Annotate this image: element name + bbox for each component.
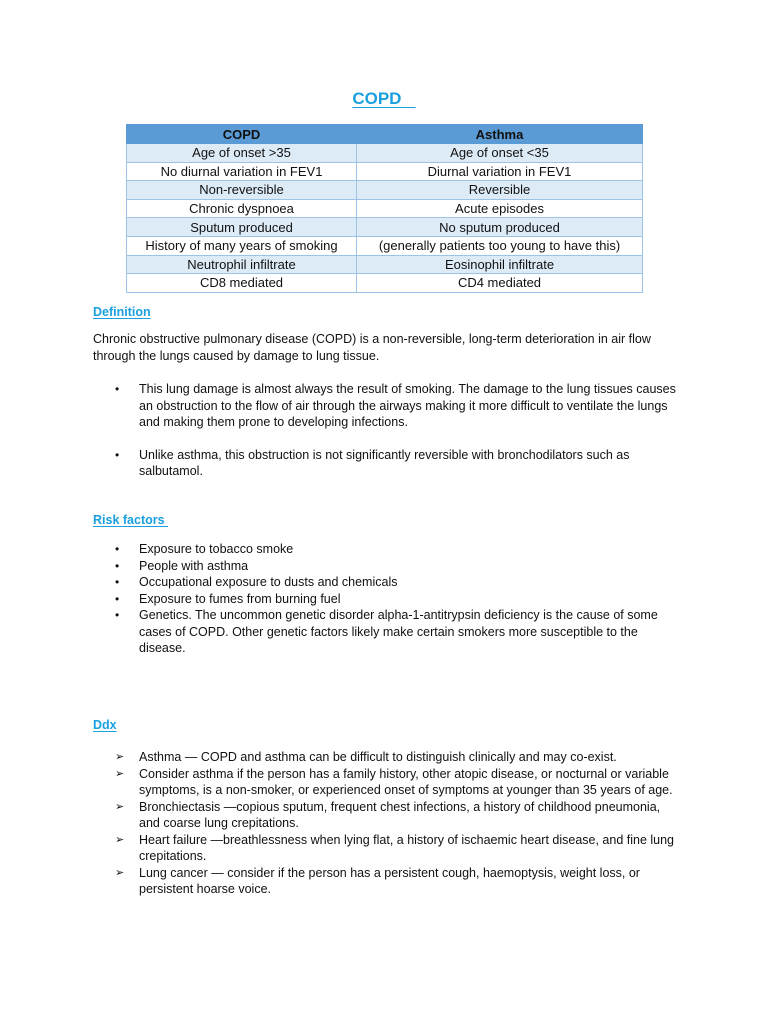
risk-factors-bullet-list bbox=[93, 541, 683, 657]
table-row bbox=[127, 199, 643, 218]
list-item-text: Exposure to tobacco smoke bbox=[139, 542, 294, 556]
table-cell-copd: History of many years of smoking bbox=[127, 236, 357, 255]
table-row bbox=[127, 218, 643, 237]
list-item bbox=[93, 799, 683, 832]
table-cell-asthma: Eosinophil infiltrate bbox=[357, 255, 643, 274]
column-header-asthma: Asthma bbox=[357, 125, 643, 144]
arrow-marker-icon: ➢ bbox=[115, 767, 125, 780]
list-item bbox=[93, 447, 683, 480]
table-row bbox=[127, 162, 643, 181]
table-cell-asthma: No sputum produced bbox=[357, 218, 643, 237]
list-item bbox=[93, 574, 683, 591]
table-row bbox=[127, 181, 643, 200]
list-item bbox=[93, 541, 683, 558]
table-cell-asthma: CD4 mediated bbox=[357, 274, 643, 293]
document-title: COPD bbox=[352, 89, 416, 108]
table-cell-copd: Chronic dyspnoea bbox=[127, 199, 357, 218]
table-row bbox=[127, 255, 643, 274]
table-row bbox=[127, 274, 643, 293]
bullet-marker: • bbox=[115, 542, 120, 556]
column-header-copd: COPD bbox=[127, 125, 357, 144]
list-item-text: People with asthma bbox=[139, 558, 249, 573]
table-header-row bbox=[127, 125, 643, 144]
arrow-marker-icon: ➢ bbox=[115, 866, 125, 879]
list-item-text: This lung damage is almost always the result of smoking. The damage to the lung tissues causes an obstruction to the flow of air through the airways making it more difficult to ventilate the lungs and making them prone to developing infections. bbox=[139, 382, 676, 429]
list-item-text: Lung cancer — consider if the person has a persistent cough, haemoptysis, weight loss, or persistent hoarse voice. bbox=[139, 865, 640, 896]
table-cell-copd: CD8 mediated bbox=[127, 274, 357, 293]
table-cell-copd: Neutrophil infiltrate bbox=[127, 255, 357, 274]
ddx-arrow-list bbox=[93, 749, 683, 898]
list-item bbox=[93, 832, 683, 865]
bullet-marker: • bbox=[115, 382, 120, 396]
list-item bbox=[93, 558, 683, 575]
table-cell-asthma: Diurnal variation in FEV1 bbox=[357, 162, 643, 181]
bullet-marker: • bbox=[115, 447, 120, 462]
bullet-marker: • bbox=[115, 591, 120, 606]
list-item-text: Exposure to fumes from burning fuel bbox=[139, 591, 341, 606]
list-item-text: Bronchiectasis —copious sputum, frequent chest infections, a history of childhood pneumonia, and coarse lung crepitations. bbox=[139, 799, 661, 830]
list-item bbox=[93, 607, 683, 657]
list-item bbox=[93, 766, 683, 799]
comparison-table bbox=[126, 124, 643, 293]
definition-paragraph: Chronic obstructive pulmonary disease (COPD) is a non-reversible, long-term deterioration in air flow through the lungs caused by damage to lung tissue. bbox=[93, 332, 651, 363]
table-cell-asthma: Acute episodes bbox=[357, 199, 643, 218]
list-item-text: Occupational exposure to dusts and chemicals bbox=[139, 575, 398, 589]
section-heading-risk-factors: Risk factors bbox=[93, 513, 169, 527]
table-row bbox=[127, 236, 643, 255]
list-item-text: Genetics. The uncommon genetic disorder alpha-1-antitrypsin deficiency is the cause of some cases of COPD. Other genetic factors likely make certain smokers more susceptible to the disease. bbox=[139, 608, 658, 655]
list-item-text: Unlike asthma, this obstruction is not significantly reversible with bronchodilators such as salbutamol. bbox=[139, 447, 630, 478]
table-cell-asthma: (generally patients too young to have this) bbox=[357, 236, 643, 255]
list-item bbox=[93, 749, 683, 766]
list-item bbox=[93, 865, 683, 898]
list-item-text: Consider asthma if the person has a family history, other atopic disease, or nocturnal or variable symptoms, is a non-smoker, or experienced onset of symptoms at younger than 35 years of age. bbox=[139, 766, 673, 797]
list-item-text: Heart failure —breathlessness when lying flat, a history of ischaemic heart disease, and fine lung crepitations. bbox=[139, 832, 675, 863]
table-cell-copd: No diurnal variation in FEV1 bbox=[127, 162, 357, 181]
arrow-marker-icon: ➢ bbox=[115, 833, 125, 846]
list-item-text: Asthma — COPD and asthma can be difficult to distinguish clinically and may co-exist. bbox=[139, 750, 617, 764]
table-cell-copd: Sputum produced bbox=[127, 218, 357, 237]
table-cell-copd: Non-reversible bbox=[127, 181, 357, 200]
section-heading-ddx: Ddx bbox=[93, 718, 117, 732]
arrow-marker-icon: ➢ bbox=[115, 751, 125, 763]
table-cell-asthma: Reversible bbox=[357, 181, 643, 200]
list-item bbox=[93, 591, 683, 608]
bullet-marker: • bbox=[115, 575, 120, 589]
bullet-marker: • bbox=[115, 608, 120, 622]
table-row bbox=[127, 144, 643, 163]
table-cell-copd: Age of onset >35 bbox=[127, 144, 357, 163]
section-heading-definition: Definition bbox=[93, 305, 151, 319]
list-item bbox=[93, 381, 683, 431]
definition-bullet-list bbox=[93, 381, 683, 496]
arrow-marker-icon: ➢ bbox=[115, 800, 125, 813]
bullet-marker: • bbox=[115, 558, 120, 573]
table-cell-asthma: Age of onset <35 bbox=[357, 144, 643, 163]
